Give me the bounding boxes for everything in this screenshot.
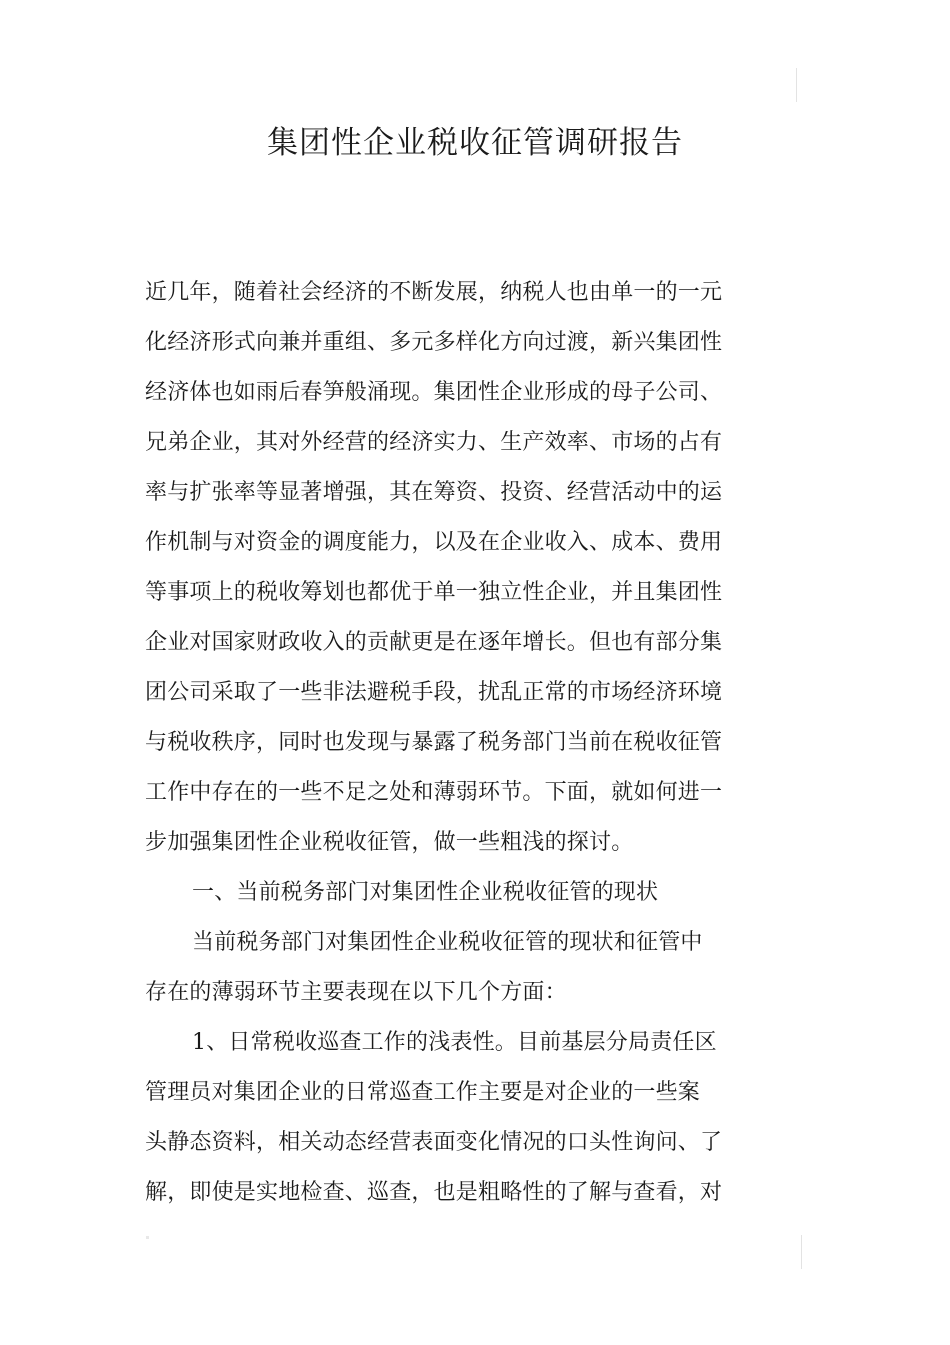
- text-line: 解，即使是实地检查、巡查，也是粗略性的了解与查看，对: [145, 1180, 723, 1205]
- text-line: 率与扩张率等显著增强，其在筹资、投资、经营活动中的运: [145, 480, 723, 505]
- text-line: 等事项上的税收筹划也都优于单一独立性企业，并且集团性: [145, 580, 723, 605]
- text-line: 团公司采取了一些非法避税手段，扰乱正常的市场经济环境: [145, 680, 723, 705]
- text-line: 化经济形式向兼并重组、多元多样化方向过渡，新兴集团性: [145, 330, 723, 355]
- text-line: 经济体也如雨后春笋般涌现。集团性企业形成的母子公司、: [145, 380, 723, 405]
- document-body: [145, 268, 740, 1218]
- text-line: 作机制与对资金的调度能力，以及在企业收入、成本、费用: [145, 530, 723, 555]
- text-line: 一、当前税务部门对集团性企业税收征管的现状: [192, 880, 659, 905]
- text-line: 与税收秩序，同时也发现与暴露了税务部门当前在税收征管: [145, 730, 723, 755]
- text-line: 管理员对集团企业的日常巡查工作主要是对企业的一些案: [145, 1080, 701, 1105]
- text-line: 工作中存在的一些不足之处和薄弱环节。下面，就如何进一: [145, 780, 723, 805]
- text-line: 存在的薄弱环节主要表现在以下几个方面：: [145, 980, 567, 1005]
- text-line: 当前税务部门对集团性企业税收征管的现状和征管中: [192, 930, 703, 955]
- page-edge-mark-top: [796, 68, 797, 102]
- text-line: 兄弟企业，其对外经营的经济实力、生产效率、市场的占有: [145, 430, 723, 455]
- text-line: 1、日常税收巡查工作的浅表性。目前基层分局责任区: [192, 1030, 717, 1055]
- page-title: 集团性企业税收征管调研报告: [267, 125, 683, 161]
- text-line: 企业对国家财政收入的贡献更是在逐年增长。但也有部分集: [145, 630, 723, 655]
- text-line: 近几年，随着社会经济的不断发展，纳税人也由单一的一元: [145, 280, 723, 305]
- text-line: 头静态资料，相关动态经营表面变化情况的口头性询问、了: [145, 1130, 723, 1155]
- page-edge-dot: [146, 1236, 149, 1239]
- page-edge-mark-bottom: [801, 1235, 802, 1269]
- text-line: 步加强集团性企业税收征管，做一些粗浅的探讨。: [145, 830, 634, 855]
